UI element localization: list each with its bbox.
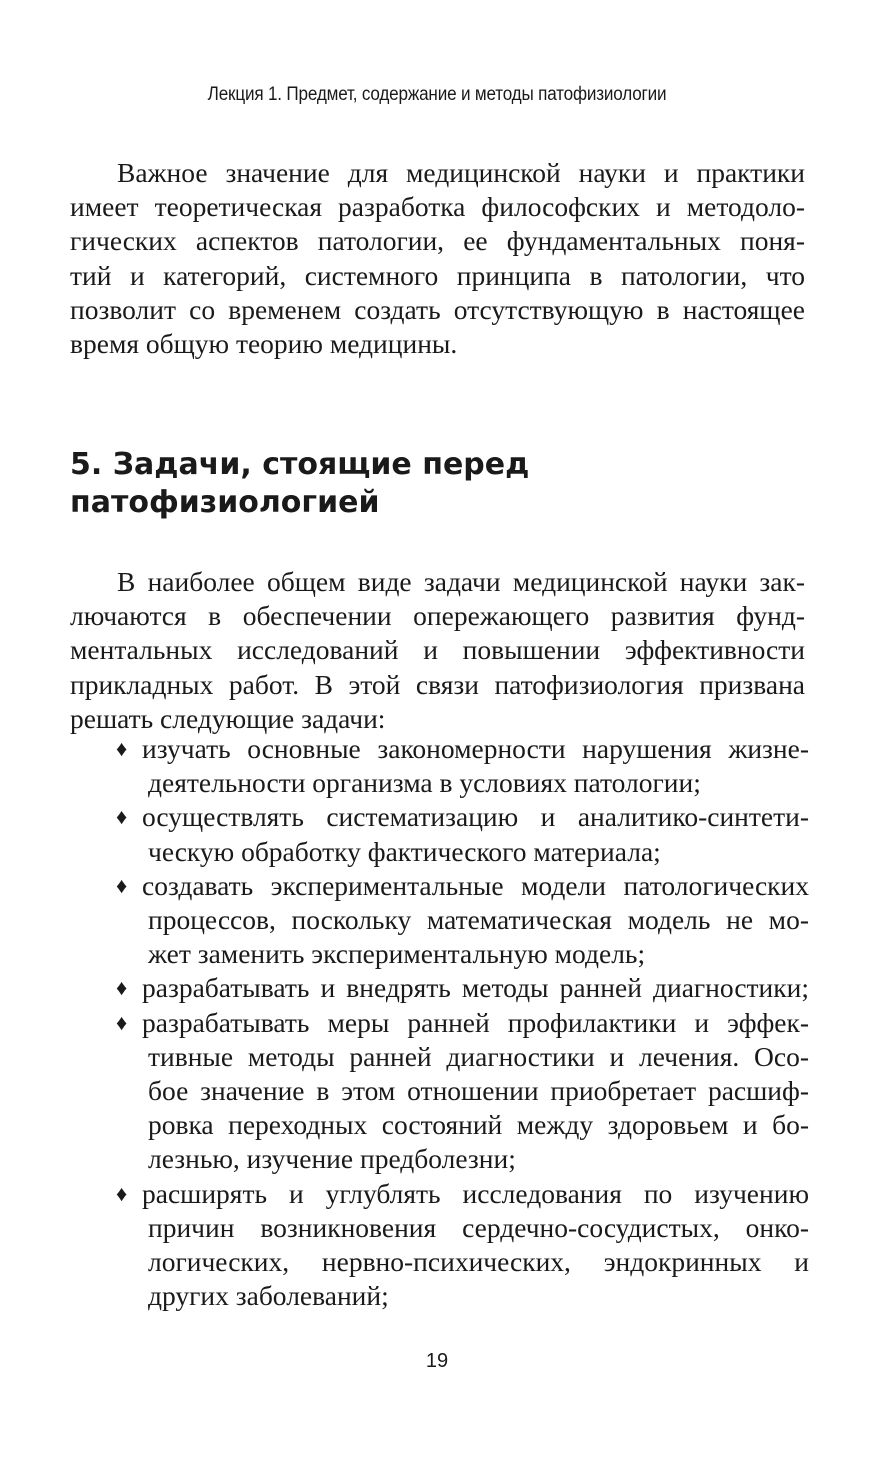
list-item: [116, 869, 809, 972]
paragraph-line: прикладных работ. В этой связи патофизиология призвана: [70, 668, 805, 700]
diamond-bullet-icon: ♦: [116, 1009, 128, 1035]
paragraph-line: позволит со временем создать отсутствующую в настоящее: [70, 293, 805, 325]
list-item-line: других заболеваний;: [148, 1280, 389, 1312]
diamond-bullet-icon: ♦: [116, 1180, 128, 1206]
list-item-line: разрабатывать меры ранней профилактики и эффек-: [142, 1006, 809, 1038]
paragraph-philosophy: [70, 156, 805, 361]
diamond-bullet-icon: ♦: [116, 736, 128, 761]
section-heading-line: патофизиологией: [70, 485, 380, 520]
list-item: [116, 800, 809, 868]
list-item-line: разрабатывать и внедрять методы ранней диагностики;: [142, 972, 809, 1004]
paragraph-line: ментальных исследований и повышении эффективности: [70, 634, 805, 666]
list-item-line: жет заменить экспериментальную модель;: [148, 938, 646, 970]
paragraph-line: время общую теорию медицины.: [70, 328, 458, 360]
paragraph-line: решать следующие задачи:: [70, 702, 386, 734]
page-number: 19: [425, 1350, 449, 1372]
list-item-line: лезнью, изучение предболезни;: [148, 1143, 516, 1175]
list-item-line: процессов, поскольку математическая модель не мо-: [148, 904, 809, 936]
diamond-bullet-icon: ♦: [116, 975, 128, 1001]
paragraph-line: гических аспектов патологии, ее фундаментальных поня-: [70, 225, 805, 257]
paragraph-line: Важное значение для медицинской науки и практики: [117, 157, 805, 188]
list-item-line: причин возникновения сердечно-сосудистых, онко-: [148, 1211, 809, 1243]
list-item-line: ровка переходных состояний между здоровьем и бо-: [148, 1109, 809, 1141]
list-item-line: ческую обработку фактического материала;: [148, 835, 661, 867]
running-head: Лекция 1. Предмет, содержание и методы патофизиологии: [207, 84, 667, 105]
list-item-line: бое значение в этом отношении приобретает расшиф-: [148, 1075, 809, 1107]
section-heading-line: 5. Задачи, стоящие перед: [70, 447, 530, 482]
paragraph-line: В наиболее общем виде задачи медицинской науки зак-: [117, 566, 805, 597]
paragraph-line: тий и категорий, системного принципа в патологии, что: [70, 259, 805, 291]
task-list: [116, 732, 809, 1313]
list-item-line: расширять и углублять исследования по изучению: [142, 1177, 809, 1209]
list-item: [116, 1177, 809, 1314]
list-item: [116, 1006, 809, 1177]
list-item-line: изучать основные закономерности нарушения жизне-: [142, 733, 809, 764]
paragraph-intro: [70, 565, 805, 736]
diamond-bullet-icon: ♦: [116, 804, 128, 830]
section-heading: [70, 446, 805, 522]
list-item-line: осуществлять систематизацию и аналитико-синтети-: [142, 801, 809, 833]
paragraph-line: лючаются в обеспечении опережающего развития фунд-: [70, 600, 805, 632]
list-item-line: логических, нервно-психических, эндокринных и: [148, 1246, 809, 1278]
list-item: [116, 732, 809, 800]
list-item-line: создавать экспериментальные модели патологических: [142, 869, 809, 901]
list-item-line: деятельности организма в условиях патологии;: [148, 767, 701, 799]
paragraph-line: имеет теоретическая разработка философских и методоло-: [70, 191, 805, 223]
list-item: [116, 971, 809, 1005]
list-item-line: тивные методы ранней диагностики и лечения. Осо-: [148, 1040, 809, 1072]
diamond-bullet-icon: ♦: [116, 872, 128, 898]
